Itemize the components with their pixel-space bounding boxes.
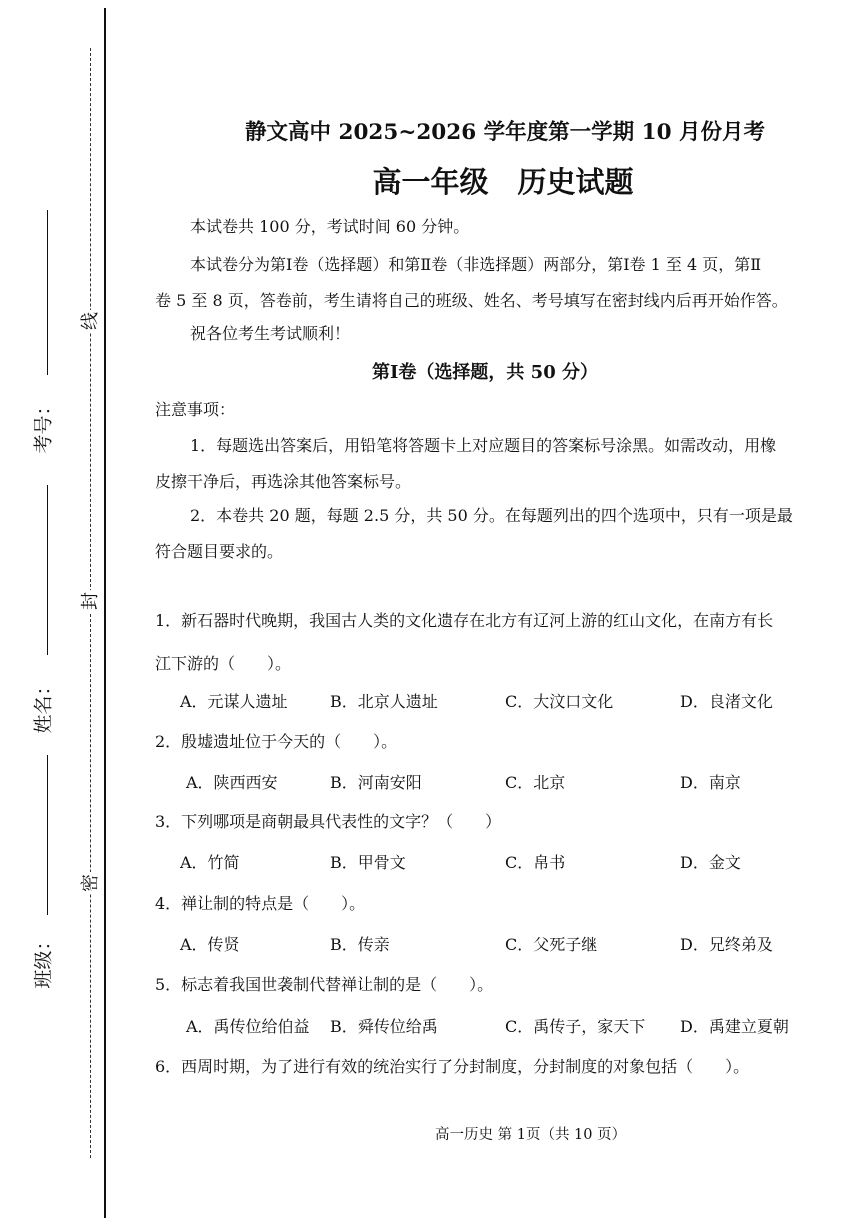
name-label: 姓名： bbox=[32, 676, 55, 734]
name-line bbox=[47, 485, 48, 655]
question-1-option-a: A．元谋人遗址 bbox=[180, 692, 288, 711]
notice-heading: 注意事项： bbox=[155, 400, 236, 419]
question-4-option-a: A．传贤 bbox=[180, 935, 240, 954]
question-2-option-c: C．北京 bbox=[505, 773, 566, 792]
question-5-option-c: C．禹传子，家天下 bbox=[505, 1017, 646, 1036]
class-line bbox=[47, 755, 48, 915]
intro-line-2b: 卷 5 至 8 页，答卷前，考生请将自己的班级、姓名、考号填写在密封线内后再开始作答。 bbox=[155, 291, 788, 310]
question-1-stem: 1．新石器时代晚期，我国古人类的文化遗存在北方有辽河上游的红山文化，在南方有长 bbox=[155, 611, 774, 630]
notice-2b: 符合题目要求的。 bbox=[155, 542, 284, 561]
question-1-stem-cont: 江下游的（ ）。 bbox=[155, 654, 292, 673]
question-2-option-b: B．河南安阳 bbox=[330, 773, 422, 792]
notice-1a: 1．每题选出答案后，用铅笔将答题卡上对应题目的答案标号涂黑。如需改动，用橡 bbox=[190, 436, 777, 455]
class-label: 班级： bbox=[32, 931, 55, 989]
page-footer: 高一历史 第 1页（共 10 页） bbox=[435, 1127, 627, 1143]
question-3-stem: 3．下列哪项是商朝最具代表性的文字？（ ） bbox=[155, 812, 502, 831]
question-3-option-d: D．金文 bbox=[680, 853, 741, 872]
question-1-option-d: D．良渚文化 bbox=[680, 692, 773, 711]
question-4-option-b: B．传亲 bbox=[330, 935, 390, 954]
question-3-option-b: B．甲骨文 bbox=[330, 853, 406, 872]
question-2-option-d: D．南京 bbox=[680, 773, 741, 792]
exam-no-label: 考号： bbox=[32, 396, 55, 454]
notice-2a: 2．本卷共 20 题，每题 2.5 分，共 50 分。在每题列出的四个选项中，只有一项是最 bbox=[190, 506, 793, 525]
question-4-option-d: D．兄终弟及 bbox=[680, 935, 773, 954]
question-4-stem: 4．禅让制的特点是（ ）。 bbox=[155, 894, 366, 913]
question-1-option-b: B．北京人遗址 bbox=[330, 692, 438, 711]
seal-mark-seal: 封 bbox=[80, 592, 101, 610]
question-3-option-a: A．竹简 bbox=[180, 853, 240, 872]
intro-line-3: 祝各位考生考试顺利！ bbox=[190, 324, 351, 343]
question-5-stem: 5．标志着我国世袭制代替禅让制的是（ ）。 bbox=[155, 975, 494, 994]
question-5-option-d: D．禹建立夏朝 bbox=[680, 1017, 789, 1036]
notice-1b: 皮擦干净后，再选涂其他答案标号。 bbox=[155, 472, 412, 491]
school-title: 静文高中 2025~2026 学年度第一学期 10 月份月考 bbox=[245, 120, 766, 145]
seal-mark-line: 线 bbox=[80, 312, 101, 330]
question-3-option-c: C．帛书 bbox=[505, 853, 566, 872]
question-4-option-c: C．父死子继 bbox=[505, 935, 598, 954]
intro-line-1: 本试卷共 100 分，考试时间 60 分钟。 bbox=[190, 217, 470, 236]
exam-no-line bbox=[47, 210, 48, 375]
question-6-stem: 6．西周时期，为了进行有效的统治实行了分封制度，分封制度的对象包括（ ）。 bbox=[155, 1057, 750, 1076]
question-2-option-a: A．陕西西安 bbox=[186, 773, 278, 792]
seal-mark-secret: 密 bbox=[80, 874, 101, 892]
intro-line-2a: 本试卷分为第Ⅰ卷（选择题）和第Ⅱ卷（非选择题）两部分，第Ⅰ卷 1 至 4 页，第Ⅱ bbox=[190, 255, 762, 274]
question-5-option-b: B．舜传位给禹 bbox=[330, 1017, 438, 1036]
question-2-stem: 2．殷墟遗址位于今天的（ ）。 bbox=[155, 732, 398, 751]
question-5-option-a: A．禹传位给伯益 bbox=[186, 1017, 310, 1036]
question-1-option-c: C．大汶口文化 bbox=[505, 692, 614, 711]
exam-title: 高一年级 历史试题 bbox=[372, 165, 634, 199]
section-title: 第Ⅰ卷（选择题，共 50 分） bbox=[372, 362, 599, 383]
